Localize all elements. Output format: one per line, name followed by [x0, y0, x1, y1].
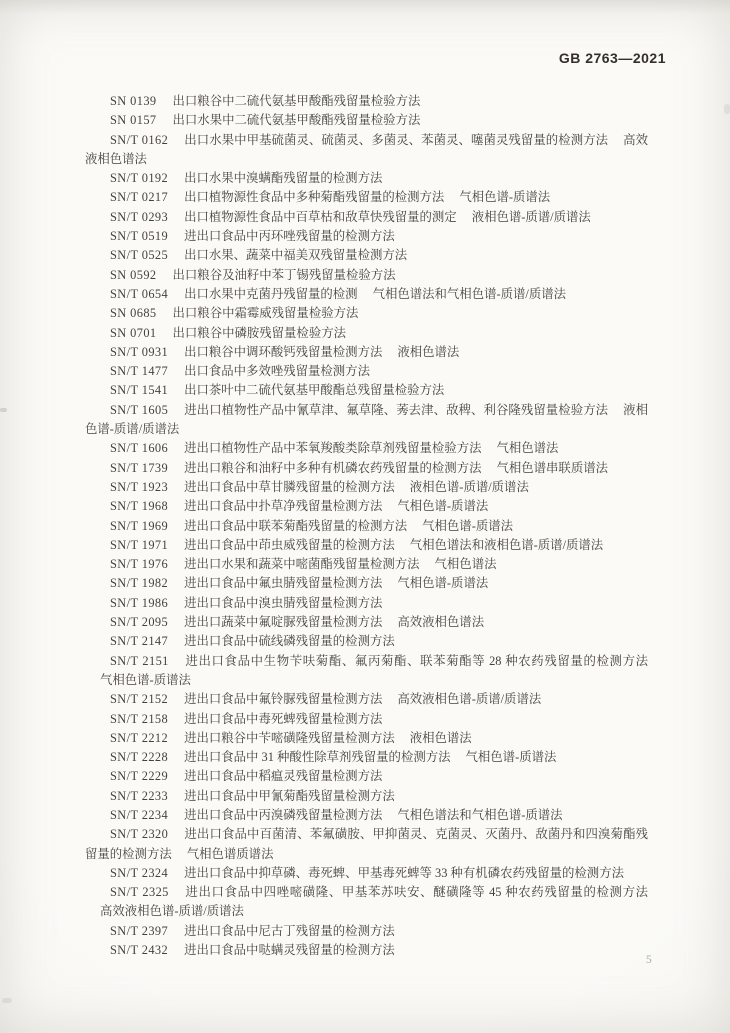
scan-smudge [724, 104, 730, 114]
standard-list-item [85, 729, 648, 748]
standard-title: 出口粮谷中调环酸钙残留量检测方法 [184, 344, 383, 359]
standard-title: 出口粮谷中霜霉威残留量检验方法 [172, 306, 359, 321]
standard-method: 气相色谱法 [496, 441, 559, 456]
standard-code: SN/T 1982 [110, 576, 169, 591]
standard-method: 高效液相色谱法 [397, 615, 485, 630]
standard-list-item [85, 806, 648, 825]
standard-code: SN/T 2158 [110, 711, 169, 726]
standard-title: 进出口食品中溴虫腈残留量检测方法 [184, 595, 383, 610]
standard-code: SN/T 0519 [110, 229, 169, 244]
standard-method: 气相色谱-质谱法 [100, 672, 191, 687]
standard-list-item [85, 652, 648, 691]
standard-code: SN/T 1923 [110, 479, 169, 494]
standard-code: SN/T 1968 [110, 499, 169, 514]
standard-code: SN/T 1541 [110, 383, 169, 398]
standard-method: 液相色谱法 [409, 730, 472, 745]
standard-method: 液相色谱法 [397, 344, 460, 359]
standard-code: SN/T 2151 [110, 653, 169, 668]
standard-code: SN/T 2324 [110, 865, 169, 880]
scan-smudge [0, 408, 7, 412]
standard-method: 高效液相色谱法 [85, 132, 649, 166]
standard-title: 进出口食品中丙溴磷残留量检测方法 [184, 807, 383, 822]
standard-list-item [85, 304, 648, 323]
standard-list-item [85, 266, 648, 285]
standard-code: SN/T 1606 [110, 441, 169, 456]
standard-list-item [85, 439, 648, 458]
standard-list-item [85, 285, 648, 304]
standard-method: 气相色谱-质谱法 [422, 518, 514, 533]
page-number: 5 [646, 954, 652, 966]
standard-list-item [85, 208, 648, 227]
standard-code: SN/T 2228 [110, 750, 169, 765]
scan-smudge [2, 998, 12, 1003]
standard-code: SN/T 2233 [110, 788, 169, 803]
standard-list-item [85, 941, 648, 960]
standard-title: 进出口食品中甲氰菊酯残留量检测方法 [184, 788, 395, 803]
standard-code: SN/T 2095 [110, 615, 169, 630]
standard-title: 出口食品中多效唑残留量检测方法 [184, 364, 370, 379]
standard-title: 进出口食品中稻瘟灵残留量检测方法 [184, 769, 383, 784]
standard-method: 气相色谱串联质谱法 [496, 460, 608, 475]
standard-list-item [85, 169, 648, 188]
standard-title: 进出口食品中扑草净残留量检测方法 [184, 499, 383, 514]
standard-title: 出口粮谷及油籽中苯丁锡残留量检验方法 [172, 267, 396, 282]
standard-method: 气相色谱法 [434, 557, 497, 572]
standard-title: 出口粮谷中二硫代氨基甲酸酯残留量检验方法 [172, 94, 421, 108]
standard-code: SN/T 1605 [110, 402, 169, 417]
standard-method: 气相色谱-质谱法 [397, 499, 489, 514]
standard-list-item [85, 381, 648, 400]
standard-method: 高效液相色谱-质谱/质谱法 [397, 692, 542, 707]
standard-title: 进出口植物性产品中氰草津、氟草隆、莠去津、敌稗、利谷隆残留量检验方法 [184, 402, 609, 417]
standard-list-item [85, 536, 648, 555]
standard-title: 进出口粮谷中苄嘧磺隆残留量检测方法 [184, 730, 395, 745]
standard-code: SN/T 0525 [110, 248, 169, 263]
standard-code: SN/T 0654 [110, 286, 169, 301]
standard-title: 进出口食品中生物苄呋菊酯、氟丙菊酯、联苯菊酯等 28 种农药残留量的检测方法 [184, 653, 648, 668]
standard-list-item [85, 883, 648, 922]
standard-code: SN 0139 [110, 94, 157, 108]
standard-list-item [85, 92, 648, 111]
standard-title: 出口水果中溴螨酯残留量的检测方法 [184, 171, 383, 186]
standard-code: SN/T 2397 [110, 923, 169, 938]
standard-method: 气相色谱法和气相色谱-质谱/质谱法 [372, 286, 567, 301]
scan-edge-shade [0, 0, 730, 14]
standard-code: SN/T 0217 [110, 190, 169, 205]
standard-title: 进出口食品中四唑嘧磺隆、甲基苯苏呋安、醚磺隆等 45 种农药残留量的检测方法 [184, 885, 648, 900]
standard-code: SN/T 2152 [110, 692, 169, 707]
standard-method: 气相色谱法和液相色谱-质谱/质谱法 [409, 537, 604, 552]
standard-list-item [85, 574, 648, 593]
standard-list-item [85, 594, 648, 613]
standard-method: 气相色谱法和气相色谱-质谱法 [397, 807, 563, 822]
standard-method: 液相色谱-质谱/质谱法 [85, 402, 649, 437]
standard-code: SN/T 2320 [110, 827, 169, 842]
standard-list-item [85, 227, 648, 246]
standard-code: SN/T 2432 [110, 943, 169, 958]
standard-code: SN/T 2147 [110, 634, 169, 649]
standard-title: 出口水果、蔬菜中福美双残留量检测方法 [184, 248, 408, 263]
standard-title: 出口水果中甲基硫菌灵、硫菌灵、多菌灵、苯菌灵、噻菌灵残留量的检测方法 [184, 132, 609, 147]
standard-code: SN 0157 [110, 113, 157, 128]
standard-code: SN 0592 [110, 267, 157, 282]
standard-title: 进出口食品中 31 种酸性除草剂残留量的检测方法 [184, 750, 451, 765]
standard-title: 进出口食品中硫线磷残留量的检测方法 [184, 634, 395, 649]
standard-code: SN 0701 [110, 325, 157, 340]
standard-code: SN/T 2212 [110, 730, 169, 745]
standard-title: 进出口食品中哒螨灵残留量的检测方法 [184, 943, 395, 958]
standard-title: 出口植物源性食品中多种菊酯残留量的检测方法 [184, 190, 445, 205]
standard-title: 进出口食品中联苯菊酯残留量的检测方法 [184, 518, 408, 533]
standard-list-item [85, 748, 648, 767]
standard-title: 出口粮谷中磷胺残留量检验方法 [172, 325, 346, 340]
standard-title: 进出口食品中茚虫威残留量的检测方法 [184, 537, 395, 552]
standard-method: 气相色谱-质谱法 [397, 576, 489, 591]
standard-title: 进出口食品中氟铃脲残留量检测方法 [184, 692, 383, 707]
standard-code: SN/T 1971 [110, 537, 169, 552]
standard-list-item [85, 825, 648, 864]
standard-code: SN/T 2234 [110, 807, 169, 822]
standard-list-item [85, 497, 648, 516]
standard-code: SN/T 2325 [110, 885, 169, 900]
standard-title: 进出口粮谷和油籽中多种有机磷农药残留量的检测方法 [184, 460, 482, 475]
standard-list-item [85, 478, 648, 497]
document-standard-number: GB 2763—2021 [558, 50, 666, 66]
standard-list-item [85, 690, 648, 709]
standard-list-item [85, 459, 648, 478]
standard-list-item [85, 613, 648, 632]
standard-list-item [85, 632, 648, 651]
standard-list-item [85, 710, 648, 729]
standard-list-item [85, 131, 648, 170]
standard-title: 进出口食品中草甘膦残留量的检测方法 [184, 479, 395, 494]
standard-code: SN/T 1477 [110, 364, 169, 379]
standard-list-item [85, 787, 648, 806]
standard-code: SN/T 1976 [110, 557, 169, 572]
standard-title: 出口水果中二硫代氨基甲酸酯残留量检验方法 [172, 113, 421, 128]
standard-title: 出口水果中克菌丹残留量的检测 [184, 286, 358, 301]
standard-method: 高效液相色谱-质谱/质谱法 [100, 904, 244, 919]
standard-title: 进出口食品中丙环唑残留量的检测方法 [184, 229, 395, 244]
standard-list-item [85, 401, 648, 440]
standard-title: 进出口食品中氟虫腈残留量检测方法 [184, 576, 383, 591]
standards-list [85, 92, 648, 960]
standard-method: 气相色谱-质谱法 [459, 190, 551, 205]
standard-title: 进出口植物性产品中苯氧羧酸类除草剂残留量检验方法 [184, 441, 482, 456]
standard-code: SN/T 0293 [110, 209, 169, 224]
standard-code: SN/T 1969 [110, 518, 169, 533]
standard-code: SN 0685 [110, 306, 157, 321]
standard-list-item [85, 517, 648, 536]
standard-list-item [85, 362, 648, 381]
standard-title: 进出口食品中百菌清、苯氟磺胺、甲抑菌灵、克菌灵、灭菌丹、敌菌丹和四溴菊酯残留量的检测方法 [85, 827, 648, 861]
standard-method: 气相色谱质谱法 [186, 846, 274, 861]
standard-list-item [85, 343, 648, 362]
standard-list-item [85, 555, 648, 574]
standard-title: 出口茶叶中二硫代氨基甲酸酯总残留量检验方法 [184, 383, 445, 398]
standard-code: SN/T 0162 [110, 132, 169, 147]
standard-code: SN/T 2229 [110, 769, 169, 784]
standard-method: 液相色谱-质谱/质谱法 [409, 479, 529, 494]
standard-method: 气相色谱-质谱法 [465, 750, 557, 765]
standard-list-item [85, 767, 648, 786]
standard-list-item [85, 324, 648, 343]
standard-title: 进出口食品中尼古丁残留量的检测方法 [184, 923, 395, 938]
standard-title: 进出口食品中毒死蜱残留量检测方法 [184, 711, 383, 726]
standard-list-item [85, 922, 648, 941]
standard-code: SN/T 1986 [110, 595, 169, 610]
standard-list-item [85, 188, 648, 207]
standard-title: 进出口水果和蔬菜中嘧菌酯残留量检测方法 [184, 557, 420, 572]
standard-list-item [85, 111, 648, 130]
standard-list-item [85, 246, 648, 265]
standard-code: SN/T 1739 [110, 460, 169, 475]
standard-title: 进出口蔬菜中氟啶脲残留量检测方法 [184, 615, 383, 630]
standard-list-item [85, 864, 648, 883]
standard-method: 液相色谱-质谱/质谱法 [471, 209, 591, 224]
standard-code: SN/T 0931 [110, 344, 169, 359]
standard-title: 进出口食品中抑草磷、毒死蜱、甲基毒死蜱等 33 种有机磷农药残留量的检测方法 [184, 865, 624, 880]
standard-code: SN/T 0192 [110, 171, 169, 186]
standard-title: 出口植物源性食品中百草枯和敌草快残留量的测定 [184, 209, 457, 224]
